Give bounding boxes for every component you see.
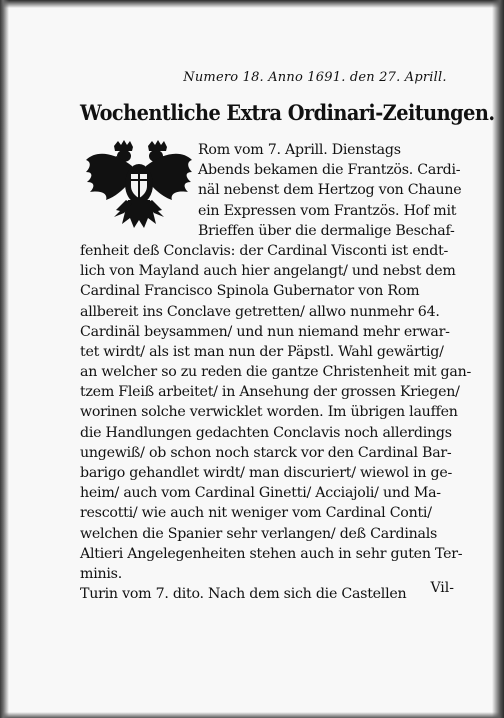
article-line: worinen solche verwicklet worden. Im übrigen lauffen [80,404,458,421]
article-line: heim/ auch vom Cardinal Ginetti/ Acciajoli/ und Ma- [80,485,441,502]
article-line: die Handlungen gedachten Conclavis noch allerdings [80,424,452,441]
newspaper-title: Wochentliche Extra Ordinari-Zeitungen. [80,100,495,125]
article-line: Cardinäl beysammen/ und nun niemand mehr erwar- [80,323,450,340]
article-line: näl nebenst dem Hertzog von Chaune [198,182,462,199]
article-line: Turin vom 7. dito. Nach dem sich die Castellen [80,586,407,603]
article-line: Altieri Angelegenheiten stehen auch in sehr guten Ter- [80,545,463,562]
article-line: fenheit deß Conclavis: der Cardinal Visconti ist endt- [80,242,449,259]
article-line: an welcher so zu reden die gantze Christenheit mit gan- [80,364,472,381]
article-line: ungewiß/ ob schon noch starck vor den Cardinal Bar- [80,444,452,461]
article-line: Brieffen über die dermalige Beschaf- [198,222,455,239]
article-line: rescotti/ wie auch nit weniger vom Cardinal Conti/ [80,505,432,522]
issue-masthead: Numero 18. Anno 1691. den 27. Aprill. [183,70,447,85]
article-line: Cardinal Francisco Spinola Gubernator von Rom [80,283,420,300]
article-line: Rom vom 7. Aprill. Dienstags [198,142,401,158]
article-line: ein Expressen vom Frantzös. Hof mit [198,202,457,219]
article-line: allbereit ins Conclave getretten/ allwo nunmehr 64. [80,303,440,320]
article-line: lich von Mayland auch hier angelangt/ und nebst dem [80,263,456,280]
article-line: Abends bekamen die Frantzös. Cardi- [198,162,461,179]
article-body [80,140,472,604]
article-line: tzem Fleiß arbeitet/ in Ansehung der grossen Kriegen/ [80,384,460,401]
article-line: barigo gehandlet wirdt/ man discuriert/ wiewol in ge- [80,465,453,481]
article-line: tet wirdt/ als ist man nun der Päpstl. Wahl gewärtig/ [80,343,444,360]
newspaper-page [80,70,495,630]
article-line: minis. [80,565,122,582]
article-line: welchen die Spanier sehr verlangen/ deß Cardinals [80,525,438,542]
catchword: Vil- [430,580,454,596]
